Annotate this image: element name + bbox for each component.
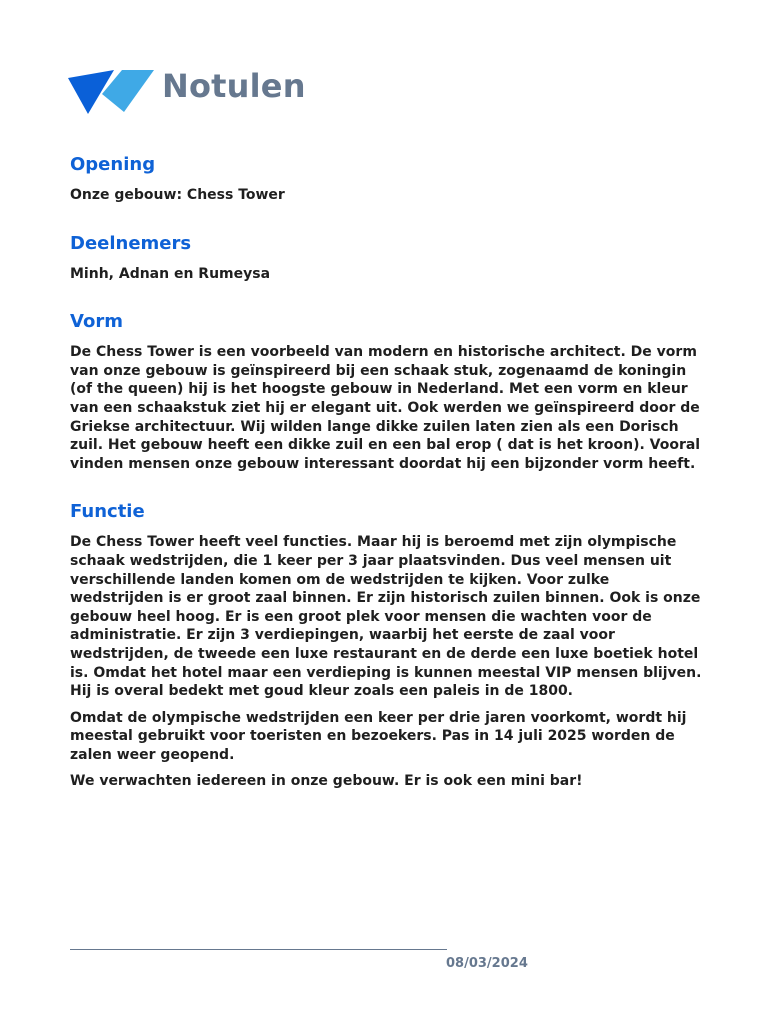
document-header [68,64,306,120]
footer-date: 08/03/2024 [446,956,528,971]
section-heading: Vorm [70,311,123,333]
section-heading: Deelnemers [70,232,192,254]
section-paragraph: Omdat de olympische wedstrijden een keer per drie jaren voorkomt, wordt hij meestal gebruikt voor toeristen en bezoekers. Pas in 14 juli 2025 worden de zalen weer geopend. [70,709,687,763]
section-paragraph: De Chess Tower heeft veel functies. Maar hij is beroemd met zijn olympische schaak wedstrijden, die 1 keer per 3 jaar plaatsvinden. Dus veel mensen uit verschillende landen komen om de wedstrijden te kijken. Voor zulke wedstrijden is er groot zaal binnen. Er zijn historisch zuilen binnen. Ook is onze gebouw heel hoog. Er is een groot plek voor mensen die wachten voor de administratie. Er zijn 3 verdiepingen, waarbij het eerste de zaal voor wedstrijden, de tweede een luxe restaurant en de derde een luxe boetiek hotel is. Omdat het hotel maar een verdieping is kunnen meestal VIP mensen blijven. Hij is overal bedekt met goud kleur zoals een paleis in de 1800. [70,534,702,700]
section-paragraph: Onze gebouw: Chess Tower [70,187,285,203]
document-body [70,152,702,791]
section-paragraph: Mi̇nh, Adnan en Rumeysa [70,265,271,282]
logo-icon [68,66,156,118]
section-opening [70,152,702,205]
section-functie [70,499,702,791]
section-paragraph: We verwachten iedereen in onze gebouw. Er is ook een mini bar! [70,773,583,790]
footer-divider [70,949,447,950]
document-title: Notulen [162,67,306,105]
section-heading: Functie [70,501,145,523]
section-heading: Opening [70,154,156,175]
section-paragraph: De Chess Tower is een voorbeeld van modern en historische architect. De vorm van onze gebouw is geïnspireerd bij een schaak stuk, zogenaamd de koningin (of the queen) hij is het hoogste gebouw in Nederland. Met een vorm en kleur van een schaakstuk ziet hij er elegant uit. Ook werden we geïnspireerd door de Griekse architectuur. Wij wilden lange dikke zuilen laten zien als een Dorisch zuil. Het gebouw heeft een dikke zuil en een bal erop ( dat is het kroon). Vooral vinden mensen onze gebouw interessant doordat hij een bijzonder vorm heeft. [70,344,701,472]
section-deelnemers [70,231,702,284]
section-vorm [70,309,702,473]
